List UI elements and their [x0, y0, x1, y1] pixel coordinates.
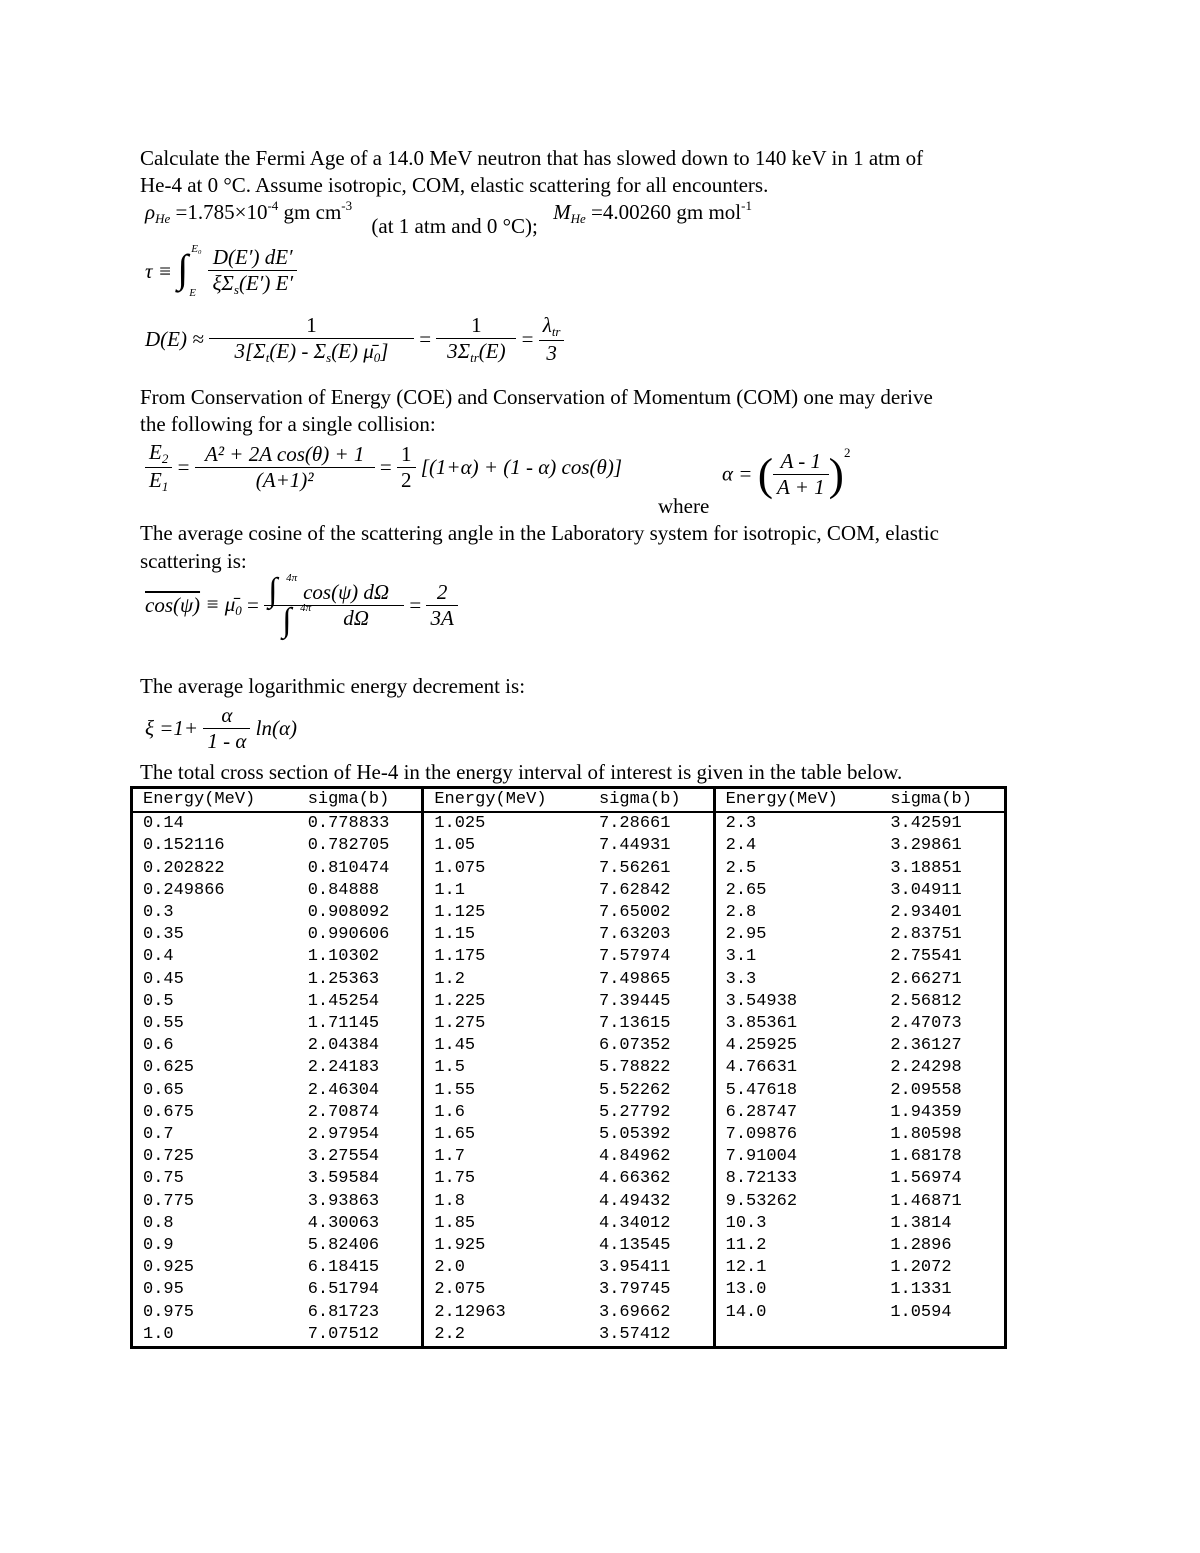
- sigma-cell: 5.52262: [599, 1080, 671, 1100]
- frac-b-numerator: 1: [471, 313, 482, 337]
- sigma-cell: 5.05392: [599, 1125, 671, 1145]
- mass-subscript: He: [570, 211, 586, 226]
- fermi-age-equation: [145, 242, 297, 299]
- num-integral-upper: 4π: [286, 572, 298, 584]
- diffusion-lhs: D(E) ≈: [145, 327, 204, 351]
- energy-cell: 3.54938: [714, 991, 880, 1013]
- sigma-cell: 2.70874: [307, 1102, 380, 1122]
- e1-symbol: E: [149, 468, 162, 492]
- energy-cell: 4.76631: [714, 1057, 880, 1079]
- xi-log: ln(α): [255, 716, 297, 740]
- rho-symbol: ρ: [145, 200, 156, 224]
- sigma-cell: 3.95411: [599, 1258, 671, 1278]
- sigma-cell: 2.09558: [890, 1080, 962, 1100]
- mass-exponent: -1: [741, 198, 752, 213]
- frac-a-den-2: (E) - Σ: [269, 339, 327, 363]
- energy-cell: 1.0: [143, 1324, 174, 1344]
- table-row: [132, 1080, 1006, 1102]
- table-row: [132, 902, 1006, 924]
- cos-num-text: cos(ψ) dΩ: [303, 580, 390, 604]
- mass-symbol: M: [553, 200, 571, 224]
- energy-cell: 5.47618: [714, 1080, 880, 1102]
- half-den: 2: [397, 467, 416, 493]
- tau-den-sub: s: [233, 282, 239, 297]
- sigma-cell: 7.63203: [599, 925, 671, 945]
- energy-cell: 1.225: [423, 991, 589, 1013]
- den-integral-upper: 4π: [300, 602, 312, 614]
- sigma-cell: 7.65002: [599, 903, 671, 923]
- cos-equals-2: =: [409, 593, 422, 617]
- mass-value: =4.00260 gm mol: [591, 200, 742, 224]
- table-row: [132, 1057, 1006, 1079]
- col-header-energy-1: Energy(MeV): [132, 788, 298, 813]
- sigma-cell: 2.04384: [307, 1036, 380, 1056]
- energy-cell: 0.5: [143, 991, 174, 1011]
- energy-cell: 2.075: [423, 1279, 589, 1301]
- energy-cell: 7.09876: [714, 1124, 880, 1146]
- cos-den-text: dΩ: [343, 606, 369, 630]
- integral-sign: ∫: [177, 245, 189, 291]
- table-row: [132, 1213, 1006, 1235]
- frac-a-sub-1: t: [265, 350, 270, 365]
- energy-cell: 0.7: [143, 1125, 174, 1145]
- table-row: [132, 1146, 1006, 1168]
- num-integral-sign: ∫: [268, 572, 278, 609]
- sigma-cell: 3.42591: [890, 814, 962, 834]
- energy-cell: 0.35: [143, 925, 184, 945]
- energy-cell: 2.3: [714, 812, 880, 835]
- log-decrement-equation: [145, 703, 297, 754]
- alpha-fraction: [773, 449, 829, 500]
- col-header-sigma-3: sigma(b): [880, 788, 1005, 813]
- energy-cell: 3.1: [714, 946, 880, 968]
- energy-cell: 0.3: [143, 903, 174, 923]
- sigma-cell: 7.49865: [599, 969, 671, 989]
- diffusion-fraction-b: [436, 313, 516, 366]
- cos-fraction: [264, 572, 404, 639]
- energy-cell: 1.925: [423, 1235, 589, 1257]
- sigma-cell: 7.39445: [599, 991, 671, 1011]
- diffusion-equals-2: =: [521, 327, 534, 351]
- sigma-cell: 2.36127: [890, 1036, 962, 1056]
- rho-unit: gm cm: [278, 200, 342, 224]
- collision-equation: [145, 440, 622, 495]
- half-num: 1: [401, 442, 412, 466]
- energy-cell: 9.53262: [714, 1191, 880, 1213]
- cos-result-den: 3A: [426, 605, 457, 631]
- energy-cell: 0.8: [143, 1213, 174, 1233]
- energy-ratio-den: [145, 467, 172, 495]
- energy-cell: 1.175: [423, 946, 589, 968]
- sigma-cell: 3.93863: [307, 1191, 380, 1211]
- sigma-cell: 1.10302: [307, 947, 380, 967]
- energy-cell: 0.725: [143, 1147, 195, 1167]
- table-row: [132, 1279, 1006, 1301]
- mu-sub: 0: [235, 603, 242, 618]
- intro-line-1: Calculate the Fermi Age of a 14.0 MeV neutron that has slowed down to 140 keV in 1 atm of: [140, 146, 924, 170]
- sigma-cell: 2.46304: [307, 1080, 380, 1100]
- table-row: [132, 1257, 1006, 1279]
- sigma-cell: 1.45254: [307, 991, 380, 1011]
- diffusion-equals-1: =: [419, 327, 432, 351]
- sigma-cell: 6.18415: [307, 1258, 380, 1278]
- table-row: [132, 991, 1006, 1013]
- sigma-cell: 1.3814: [890, 1213, 952, 1233]
- energy-cell: 12.1: [714, 1257, 880, 1279]
- sigma-cell: 2.47073: [890, 1014, 962, 1034]
- energy-cell: 0.675: [143, 1102, 195, 1122]
- energy-cell: 0.4: [143, 947, 174, 967]
- energy-cell: 1.075: [423, 858, 589, 880]
- sigma-cell: 7.07512: [307, 1324, 380, 1344]
- table-row: [132, 1035, 1006, 1057]
- para3-line-1: The average logarithmic energy decrement is:: [140, 674, 526, 698]
- collision-num: A² + 2A cos(θ) + 1: [204, 442, 365, 466]
- table-row: [132, 880, 1006, 902]
- table-row: [132, 835, 1006, 857]
- energy-cell: 8.72133: [714, 1168, 880, 1190]
- cos-psi-bar: cos(ψ): [145, 593, 201, 617]
- table-row: [132, 1013, 1006, 1035]
- table-row: [132, 1124, 1006, 1146]
- energy-cell: 2.8: [714, 902, 880, 924]
- xi-num: α: [221, 703, 233, 727]
- sigma-cell: 4.84962: [599, 1147, 671, 1167]
- sigma-cell: 4.34012: [599, 1213, 671, 1233]
- sigma-cell: 0.908092: [307, 903, 390, 923]
- sigma-cell: 2.66271: [890, 969, 962, 989]
- cos-result: [426, 580, 457, 631]
- integral-upper-limit: E₀: [191, 242, 202, 255]
- sigma-cell: 0.84888: [307, 880, 380, 900]
- frac-a-denominator: [209, 338, 414, 366]
- energy-cell: 1.125: [423, 902, 589, 924]
- energy-cell: 0.14: [143, 814, 184, 834]
- collision-equals-1: =: [177, 455, 190, 479]
- frac-b-den-1: 3Σ: [447, 339, 471, 363]
- sigma-cell: 1.56974: [890, 1169, 962, 1189]
- half-fraction: [397, 442, 416, 493]
- table-row: [132, 1191, 1006, 1213]
- col-header-energy-2: Energy(MeV): [423, 788, 589, 813]
- rho-value: =1.785×10: [175, 200, 268, 224]
- diffusion-equation: [145, 313, 564, 366]
- sigma-cell: 2.83751: [890, 925, 962, 945]
- cos-equals-1: =: [247, 593, 259, 617]
- para4-line-1: The total cross section of He-4 in the energy interval of interest is given in the table below.: [140, 760, 903, 784]
- sigma-cell: 1.46871: [890, 1191, 962, 1211]
- collision-equals-2: =: [379, 455, 392, 479]
- sigma-cell: 3.27554: [307, 1147, 380, 1167]
- sigma-cell: 3.04911: [890, 880, 962, 900]
- energy-cell: 1.55: [423, 1080, 589, 1102]
- sigma-cell: 1.0594: [890, 1302, 952, 1322]
- energy-cell: [714, 1324, 880, 1348]
- energy-cell: 7.91004: [714, 1146, 880, 1168]
- energy-cell: 2.65: [714, 880, 880, 902]
- energy-cell: 0.45: [143, 969, 184, 989]
- sigma-cell: 2.93401: [890, 903, 962, 923]
- sigma-cell: 7.44931: [599, 836, 671, 856]
- mu-symbol: ≡ μ̄: [205, 592, 236, 616]
- energy-cell: 0.625: [143, 1058, 195, 1078]
- energy-cell: 2.95: [714, 924, 880, 946]
- sigma-cell: 4.49432: [599, 1191, 671, 1211]
- tau-lhs: τ ≡: [145, 259, 172, 283]
- energy-cell: 1.85: [423, 1213, 589, 1235]
- energy-cell: 1.65: [423, 1124, 589, 1146]
- frac-a-den-3: (E) μ̄: [331, 339, 374, 363]
- energy-cell: 2.5: [714, 858, 880, 880]
- table-row: [132, 969, 1006, 991]
- col-header-sigma-2: sigma(b): [589, 788, 714, 813]
- xi-den: 1 - α: [203, 728, 250, 754]
- table-row: [132, 924, 1006, 946]
- energy-cell: 1.7: [423, 1146, 589, 1168]
- where-label: where: [658, 494, 710, 518]
- rho-unit-exponent: -3: [341, 198, 353, 213]
- alpha-den: A + 1: [773, 474, 829, 500]
- energy-cell: 1.05: [423, 835, 589, 857]
- energy-cell: 0.775: [143, 1191, 195, 1211]
- sigma-cell: 0.778833: [307, 814, 390, 834]
- sigma-cell: 0.990606: [307, 925, 390, 945]
- frac-c-denominator: 3: [539, 340, 565, 366]
- sigma-cell: 6.07352: [599, 1036, 671, 1056]
- cos-den: [264, 602, 404, 639]
- energy-cell: 0.55: [143, 1014, 184, 1034]
- sigma-cell: 7.28661: [599, 814, 671, 834]
- energy-cell: 0.6: [143, 1036, 174, 1056]
- energy-cell: 3.85361: [714, 1013, 880, 1035]
- sigma-cell: 5.78822: [599, 1058, 671, 1078]
- energy-cell: 6.28747: [714, 1102, 880, 1124]
- conditions-note: (at 1 atm and 0 °C);: [371, 214, 538, 238]
- energy-cell: 0.202822: [143, 858, 225, 878]
- integral-lower-limit: E: [189, 286, 196, 299]
- sigma-cell: 6.51794: [307, 1280, 380, 1300]
- sigma-cell: 1.68178: [890, 1147, 962, 1167]
- sigma-cell: 6.81723: [307, 1302, 380, 1322]
- sigma-cell: 3.79745: [599, 1280, 671, 1300]
- xi-fraction: [203, 703, 250, 754]
- den-integral-sign: ∫: [282, 602, 292, 639]
- table-row: [132, 1235, 1006, 1257]
- frac-b-den-2: (E): [478, 339, 506, 363]
- collision-fraction: [195, 442, 375, 493]
- sigma-cell: 1.71145: [307, 1014, 380, 1034]
- frac-b-sub: tr: [470, 350, 479, 365]
- alpha-num: A - 1: [780, 448, 822, 473]
- energy-cell: 11.2: [714, 1235, 880, 1257]
- energy-cell: 1.75: [423, 1168, 589, 1190]
- rho-subscript: He: [155, 211, 171, 226]
- sigma-cell: 7.62842: [599, 880, 671, 900]
- energy-ratio-num: [145, 440, 172, 467]
- table-row: [132, 1324, 1006, 1348]
- sigma-cell: 1.1331: [890, 1280, 952, 1300]
- table-row: [132, 858, 1006, 880]
- energy-cell: 0.152116: [143, 836, 225, 856]
- energy-cell: 1.8: [423, 1191, 589, 1213]
- tau-den-xi: ξΣ: [212, 271, 234, 295]
- sigma-cell: 1.2072: [890, 1258, 952, 1278]
- energy-cell: 4.25925: [714, 1035, 880, 1057]
- energy-cell: 13.0: [714, 1279, 880, 1301]
- sigma-cell: 4.30063: [307, 1213, 380, 1233]
- frac-a-den-1: 3[Σ: [234, 339, 266, 363]
- para1-line-1: From Conservation of Energy (COE) and Conservation of Momentum (COM) one may derive: [140, 385, 933, 409]
- energy-cell: 2.0: [423, 1257, 589, 1279]
- frac-b-denominator: [436, 338, 516, 366]
- diffusion-fraction-c: [539, 313, 565, 366]
- sigma-cell: 1.25363: [307, 969, 380, 989]
- sigma-cell: 2.75541: [890, 947, 962, 967]
- sigma-cell: 5.27792: [599, 1102, 671, 1122]
- sigma-cell: 1.80598: [890, 1125, 962, 1145]
- e1-sub: 1: [161, 479, 169, 494]
- table-row: [132, 1168, 1006, 1190]
- sigma-cell: 2.56812: [890, 991, 962, 1011]
- energy-cell: 0.65: [143, 1080, 184, 1100]
- energy-cell: 10.3: [714, 1213, 880, 1235]
- table-row: [132, 812, 1006, 835]
- sigma-cell: 3.59584: [307, 1169, 380, 1189]
- sigma-cell: 0.810474: [307, 858, 390, 878]
- energy-cell: 1.025: [423, 812, 589, 835]
- frac-a-numerator: 1: [306, 313, 317, 337]
- energy-cell: 1.45: [423, 1035, 589, 1057]
- energy-cell: 1.275: [423, 1013, 589, 1035]
- mu-equiv: [205, 592, 241, 616]
- frac-a-den-close: ]: [380, 339, 389, 363]
- table-body: [132, 812, 1006, 1347]
- sigma-cell: 0.782705: [307, 836, 390, 856]
- average-cosine-equation: [145, 572, 458, 639]
- sigma-cell: 1.2896: [890, 1236, 952, 1256]
- energy-cell: 14.0: [714, 1302, 880, 1324]
- energy-cell: 0.249866: [143, 880, 225, 900]
- para2-line-2: scattering is:: [140, 549, 247, 573]
- rho-exponent: -4: [267, 198, 279, 213]
- sigma-cell: 4.66362: [599, 1169, 671, 1189]
- energy-cell: 2.2: [423, 1324, 589, 1348]
- energy-cell: 1.5: [423, 1057, 589, 1079]
- energy-cell: 0.925: [143, 1258, 195, 1278]
- energy-cell: 0.95: [143, 1280, 184, 1300]
- sigma-cell: 7.56261: [599, 858, 671, 878]
- energy-cell: 1.6: [423, 1102, 589, 1124]
- sigma-cell: 3.69662: [599, 1302, 671, 1322]
- para2-line-1: The average cosine of the scattering angle in the Laboratory system for isotropic, COM, elastic: [140, 521, 939, 545]
- sigma-cell: 3.29861: [890, 836, 962, 856]
- alpha-definition: α = ( $\frac{A - 1}{A + 1}$ )$^2$: [722, 445, 851, 500]
- diffusion-fraction-a: [209, 313, 414, 366]
- collision-den: (A+1)²: [195, 467, 375, 493]
- frac-a-sub-2: s: [326, 350, 332, 365]
- intro-line-2: He-4 at 0 °C. Assume isotropic, COM, elastic scattering for all encounters.: [140, 173, 769, 197]
- energy-cell: 1.2: [423, 969, 589, 991]
- energy-cell: 1.1: [423, 880, 589, 902]
- collision-bracket: [(1+α) + (1 - α) cos(θ)]: [420, 455, 623, 479]
- table-row: [132, 1302, 1006, 1324]
- energy-cell: 0.975: [143, 1302, 195, 1322]
- tau-denominator: [208, 270, 297, 298]
- alpha-exponent: 2: [843, 445, 851, 460]
- sigma-cell: 2.97954: [307, 1125, 380, 1145]
- cross-section-table: [130, 786, 1007, 1349]
- sigma-cell: 4.13545: [599, 1236, 671, 1256]
- energy-cell: 2.4: [714, 835, 880, 857]
- energy-cell: 3.3: [714, 969, 880, 991]
- sigma-cell: 3.57412: [599, 1324, 671, 1344]
- energy-cell: 0.75: [143, 1169, 184, 1189]
- e2-sub: 2: [161, 451, 169, 466]
- sigma-cell: 2.24298: [890, 1058, 962, 1078]
- energy-cell: 0.9: [143, 1236, 174, 1256]
- sigma-cell: 7.13615: [599, 1014, 671, 1034]
- sigma-cell: 7.57974: [599, 947, 671, 967]
- col-header-sigma-1: sigma(b): [298, 788, 423, 813]
- sigma-cell: [880, 1324, 1005, 1348]
- energy-cell: 1.15: [423, 924, 589, 946]
- lambda-sub: tr: [551, 324, 561, 339]
- tau-den-tail: (E′) E′: [238, 271, 294, 295]
- col-header-energy-3: Energy(MeV): [714, 788, 880, 813]
- sigma-cell: 2.24183: [307, 1058, 380, 1078]
- sigma-cell: 3.18851: [890, 858, 962, 878]
- tau-fraction: [208, 245, 297, 298]
- sigma-cell: 1.94359: [890, 1102, 962, 1122]
- xi-lhs: ξ =1+: [145, 716, 199, 740]
- table-header-row: [132, 788, 1006, 813]
- tau-numerator: D(E′) dE′: [212, 245, 293, 269]
- table-row: [132, 946, 1006, 968]
- e2-symbol: E: [149, 440, 162, 464]
- cos-result-num: 2: [436, 580, 448, 604]
- energy-cell: 2.12963: [423, 1302, 589, 1324]
- frac-c-numerator: [539, 313, 565, 340]
- para1-line-2: the following for a single collision:: [140, 412, 436, 436]
- alpha-lhs: α =: [722, 461, 753, 486]
- energy-ratio: [145, 440, 172, 495]
- lambda-symbol: λ: [542, 313, 552, 337]
- sigma-cell: 5.82406: [307, 1236, 380, 1256]
- table-row: [132, 1102, 1006, 1124]
- constants-line: [145, 198, 752, 238]
- frac-a-sub-3: 0: [373, 350, 381, 365]
